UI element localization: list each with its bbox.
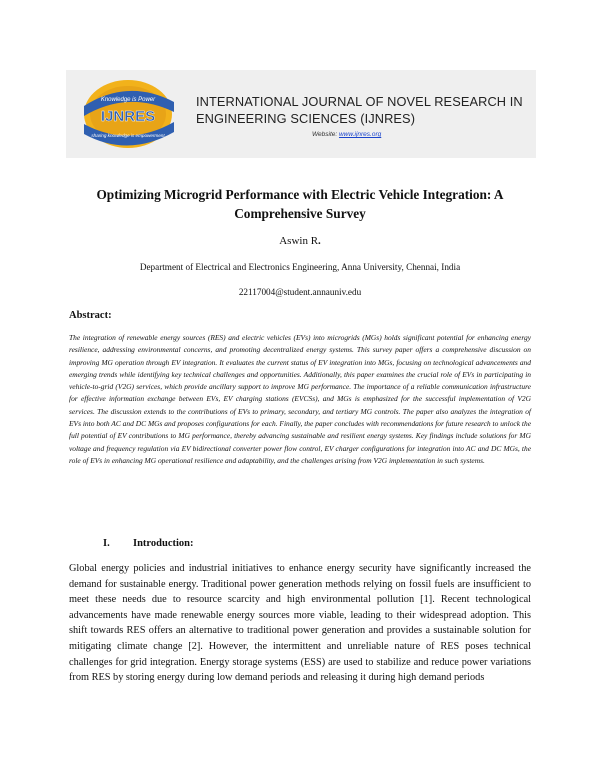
logo-name-text: IJNRES — [100, 108, 156, 125]
abstract-body: The integration of renewable energy sources (RES) and electric vehicles (EVs) into microgrids (MGs) holds significant potential for enhancing energy resilience, addressing environmental concerns, and promoting decentralized energy systems. This survey paper offers a comprehensive discussion on improving MG operation through EV integration. It evaluates the current status of EV integration into MGs, focusing on technological advancements and emerging trends while identifying key technical challenges and opportunities. Additionally, this paper examines the crucial role of EVs in participating in vehicle-to-grid (V2G) services, which provide ancillary support to improve MG performance. The importance of a reliable communication infrastructure for effective information exchange between EVs, EV charging stations (EVCSs), and MGs is emphasized for the successful implementation of V2G services. The discussion extends to the contributions of EVs to primary, secondary, and tertiary MG controls. The paper also analyzes the integration of EVs into both AC and DC MGs and proposes configurations for each. Finally, the paper concludes with recommendations for future research to unlock the full potential of EV contributions to MG performance, thereby advancing sustainable and resilient energy systems. Key findings include solutions for MG voltage and frequency regulation via EV bidirectional converter power flow control, EV charger configurations for integration into AC and DC MGs, the role of EVs in enhancing MG operational resilience and adaptability, and the challenges arising from V2G implementation in such systems. — [69, 333, 531, 465]
author-mark: . — [318, 235, 321, 247]
website-label: Website: — [312, 131, 339, 138]
author-email: 22117004@student.annauniv.edu — [238, 287, 362, 297]
logo-top-text: Knowledge is Power — [100, 97, 156, 103]
journal-website — [312, 131, 381, 138]
logo-bottom-text: sharing knowledge is empowerment — [91, 133, 165, 138]
author-name: Aswin R — [279, 235, 319, 247]
journal-logo — [70, 72, 186, 154]
introduction-body: Global energy policies and industrial initiatives to enhance energy security have significantly increased the demand for sustainable energy. Traditional power generation methods relying on fossil fuels are insufficient to meet these needs due to resource scarcity and high environmental pollution [1]. Recent technological advancements have made renewable energy sources more viable, leading to their widespread adoption. This shift towards RES offers an alternative to traditional power generation and provides a sustainable solution for mitigating climate change [2]. However, the intermittent and unreliable nature of RES poses technical challenges for grid integration. Energy storage systems (ESS) are used to stabilize and reduce power variations from RES by storing energy during low demand periods and releasing it during high demand periods — [69, 563, 531, 684]
section-number: I. — [103, 538, 110, 549]
section-title: Introduction: — [133, 538, 194, 549]
section-heading-introduction — [103, 538, 193, 549]
author-affiliation: Department of Electrical and Electronics Engineering, Anna University, Chennai, India — [139, 262, 461, 272]
author-line — [0, 235, 600, 247]
journal-title: INTERNATIONAL JOURNAL OF NOVEL RESEARCH IN ENGINEERING SCIENCES (IJNRES) — [196, 94, 523, 126]
website-link[interactable]: www.ijnres.org — [338, 131, 382, 138]
abstract-heading: Abstract: — [69, 310, 112, 321]
paper-title: Optimizing Microgrid Performance with Electric Vehicle Integration: A Comprehensive Survey — [96, 187, 504, 221]
